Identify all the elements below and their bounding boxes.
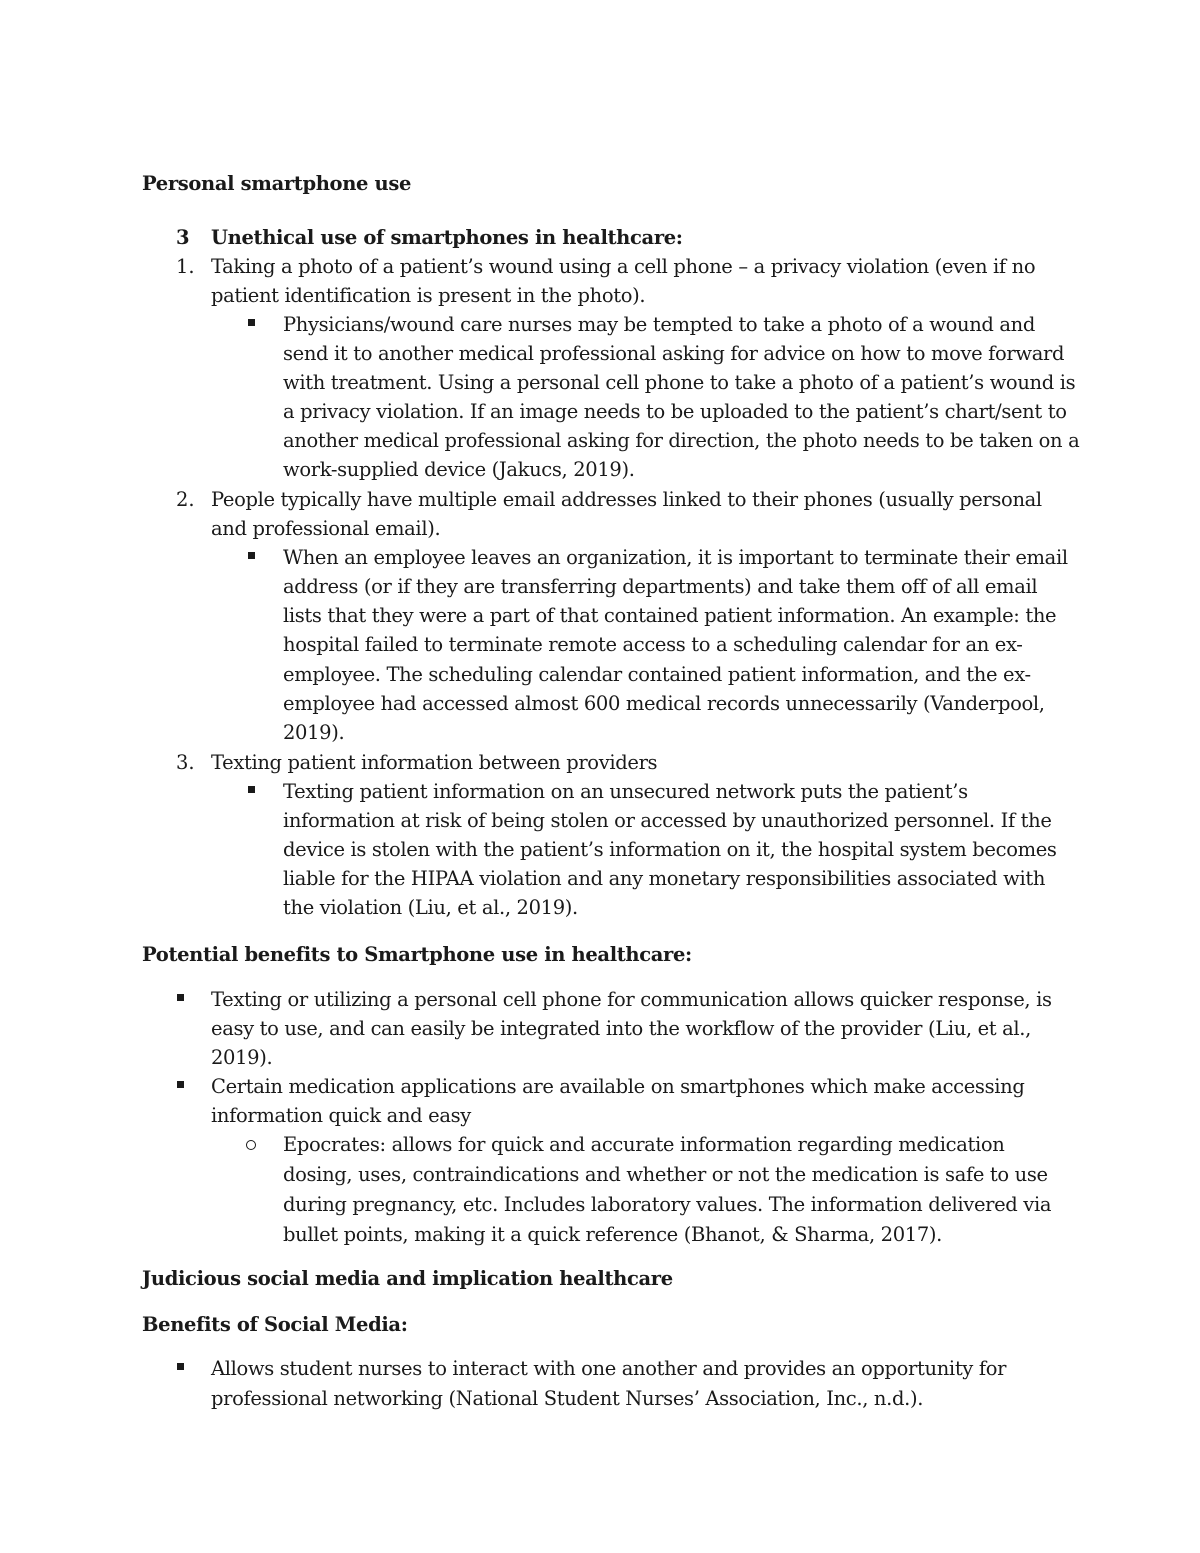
heading-number: 3 bbox=[176, 226, 190, 249]
sub-bullet-line: lists that they were a part of that contained patient information. An example: the bbox=[283, 604, 1057, 627]
section-heading-benefits: Potential benefits to Smartphone use in healthcare: bbox=[142, 943, 692, 966]
list-number-1: 1. bbox=[176, 255, 195, 278]
bullet-line: 2019). bbox=[211, 1046, 273, 1069]
bullet-line: easy to use, and can easily be integrated into the workflow of the provider (Liu, et al., bbox=[211, 1017, 1031, 1040]
sub-bullet-line: the violation (Liu, et al., 2019). bbox=[283, 896, 578, 919]
list-item-3-line: Texting patient information between providers bbox=[211, 751, 658, 774]
sub-bullet-line: send it to another medical professional asking for advice on how to move forward bbox=[283, 342, 1065, 365]
square-bullet-icon bbox=[177, 994, 184, 1001]
sub-bullet-line: employee. The scheduling calendar contained patient information, and the ex- bbox=[283, 663, 1031, 686]
sub-bullet-line: bullet points, making it a quick reference (Bhanot, & Sharma, 2017). bbox=[283, 1223, 942, 1246]
circle-bullet-icon bbox=[246, 1140, 256, 1150]
list-item-1-line: patient identification is present in the photo). bbox=[211, 284, 646, 307]
square-bullet-icon bbox=[248, 552, 255, 559]
list-number-3: 3. bbox=[176, 751, 195, 774]
square-bullet-icon bbox=[248, 319, 255, 326]
square-bullet-icon bbox=[177, 1081, 184, 1088]
unethical-heading: Unethical use of smartphones in healthcare: bbox=[211, 226, 683, 249]
sub-bullet-line: When an employee leaves an organization, it is important to terminate their email bbox=[283, 546, 1068, 569]
bullet-line: Texting or utilizing a personal cell phone for communication allows quicker response, is bbox=[211, 988, 1052, 1011]
sub-bullet-line: 2019). bbox=[283, 721, 345, 744]
sub-bullet-line: Epocrates: allows for quick and accurate information regarding medication bbox=[283, 1133, 1005, 1156]
sub-bullet-line: Physicians/wound care nurses may be tempted to take a photo of a wound and bbox=[283, 313, 1035, 336]
list-number-2: 2. bbox=[176, 488, 195, 511]
list-item-2-line: People typically have multiple email addresses linked to their phones (usually personal bbox=[211, 488, 1042, 511]
sub-bullet-line: a privacy violation. If an image needs to be uploaded to the patient’s chart/sent to bbox=[283, 400, 1067, 423]
square-bullet-icon bbox=[248, 786, 255, 793]
bullet-line: professional networking (National Student Nurses’ Association, Inc., n.d.). bbox=[211, 1387, 924, 1410]
sub-bullet-line: employee had accessed almost 600 medical records unnecessarily (Vanderpool, bbox=[283, 692, 1045, 715]
section-heading-personal-smartphone: Personal smartphone use bbox=[142, 172, 412, 195]
sub-bullet-line: with treatment. Using a personal cell phone to take a photo of a patient’s wound is bbox=[283, 371, 1076, 394]
bullet-line: information quick and easy bbox=[211, 1104, 471, 1127]
sub-bullet-line: information at risk of being stolen or accessed by unauthorized personnel. If the bbox=[283, 809, 1052, 832]
sub-bullet-line: hospital failed to terminate remote access to a scheduling calendar for an ex- bbox=[283, 633, 1023, 656]
bullet-line: Certain medication applications are available on smartphones which make accessing bbox=[211, 1075, 1025, 1098]
sub-bullet-line: Texting patient information on an unsecured network puts the patient’s bbox=[283, 780, 968, 803]
bullet-line: Allows student nurses to interact with one another and provides an opportunity for bbox=[211, 1357, 1007, 1380]
section-heading-judicious: Judicious social media and implication healthcare bbox=[142, 1267, 673, 1290]
sub-bullet-line: another medical professional asking for direction, the photo needs to be taken on a bbox=[283, 429, 1080, 452]
list-item-2-line: and professional email). bbox=[211, 517, 441, 540]
sub-bullet-line: during pregnancy, etc. Includes laboratory values. The information delivered via bbox=[283, 1193, 1052, 1216]
sub-bullet-line: address (or if they are transferring departments) and take them off of all email bbox=[283, 575, 1038, 598]
sub-bullet-line: work-supplied device (Jakucs, 2019). bbox=[283, 458, 635, 481]
square-bullet-icon bbox=[177, 1363, 184, 1370]
section-heading-social-benefits: Benefits of Social Media: bbox=[142, 1313, 408, 1336]
list-item-1-line: Taking a photo of a patient’s wound using a cell phone – a privacy violation (even if no bbox=[211, 255, 1036, 278]
sub-bullet-line: dosing, uses, contraindications and whether or not the medication is safe to use bbox=[283, 1163, 1048, 1186]
sub-bullet-line: device is stolen with the patient’s information on it, the hospital system becomes bbox=[283, 838, 1057, 861]
sub-bullet-line: liable for the HIPAA violation and any monetary responsibilities associated with bbox=[283, 867, 1046, 890]
